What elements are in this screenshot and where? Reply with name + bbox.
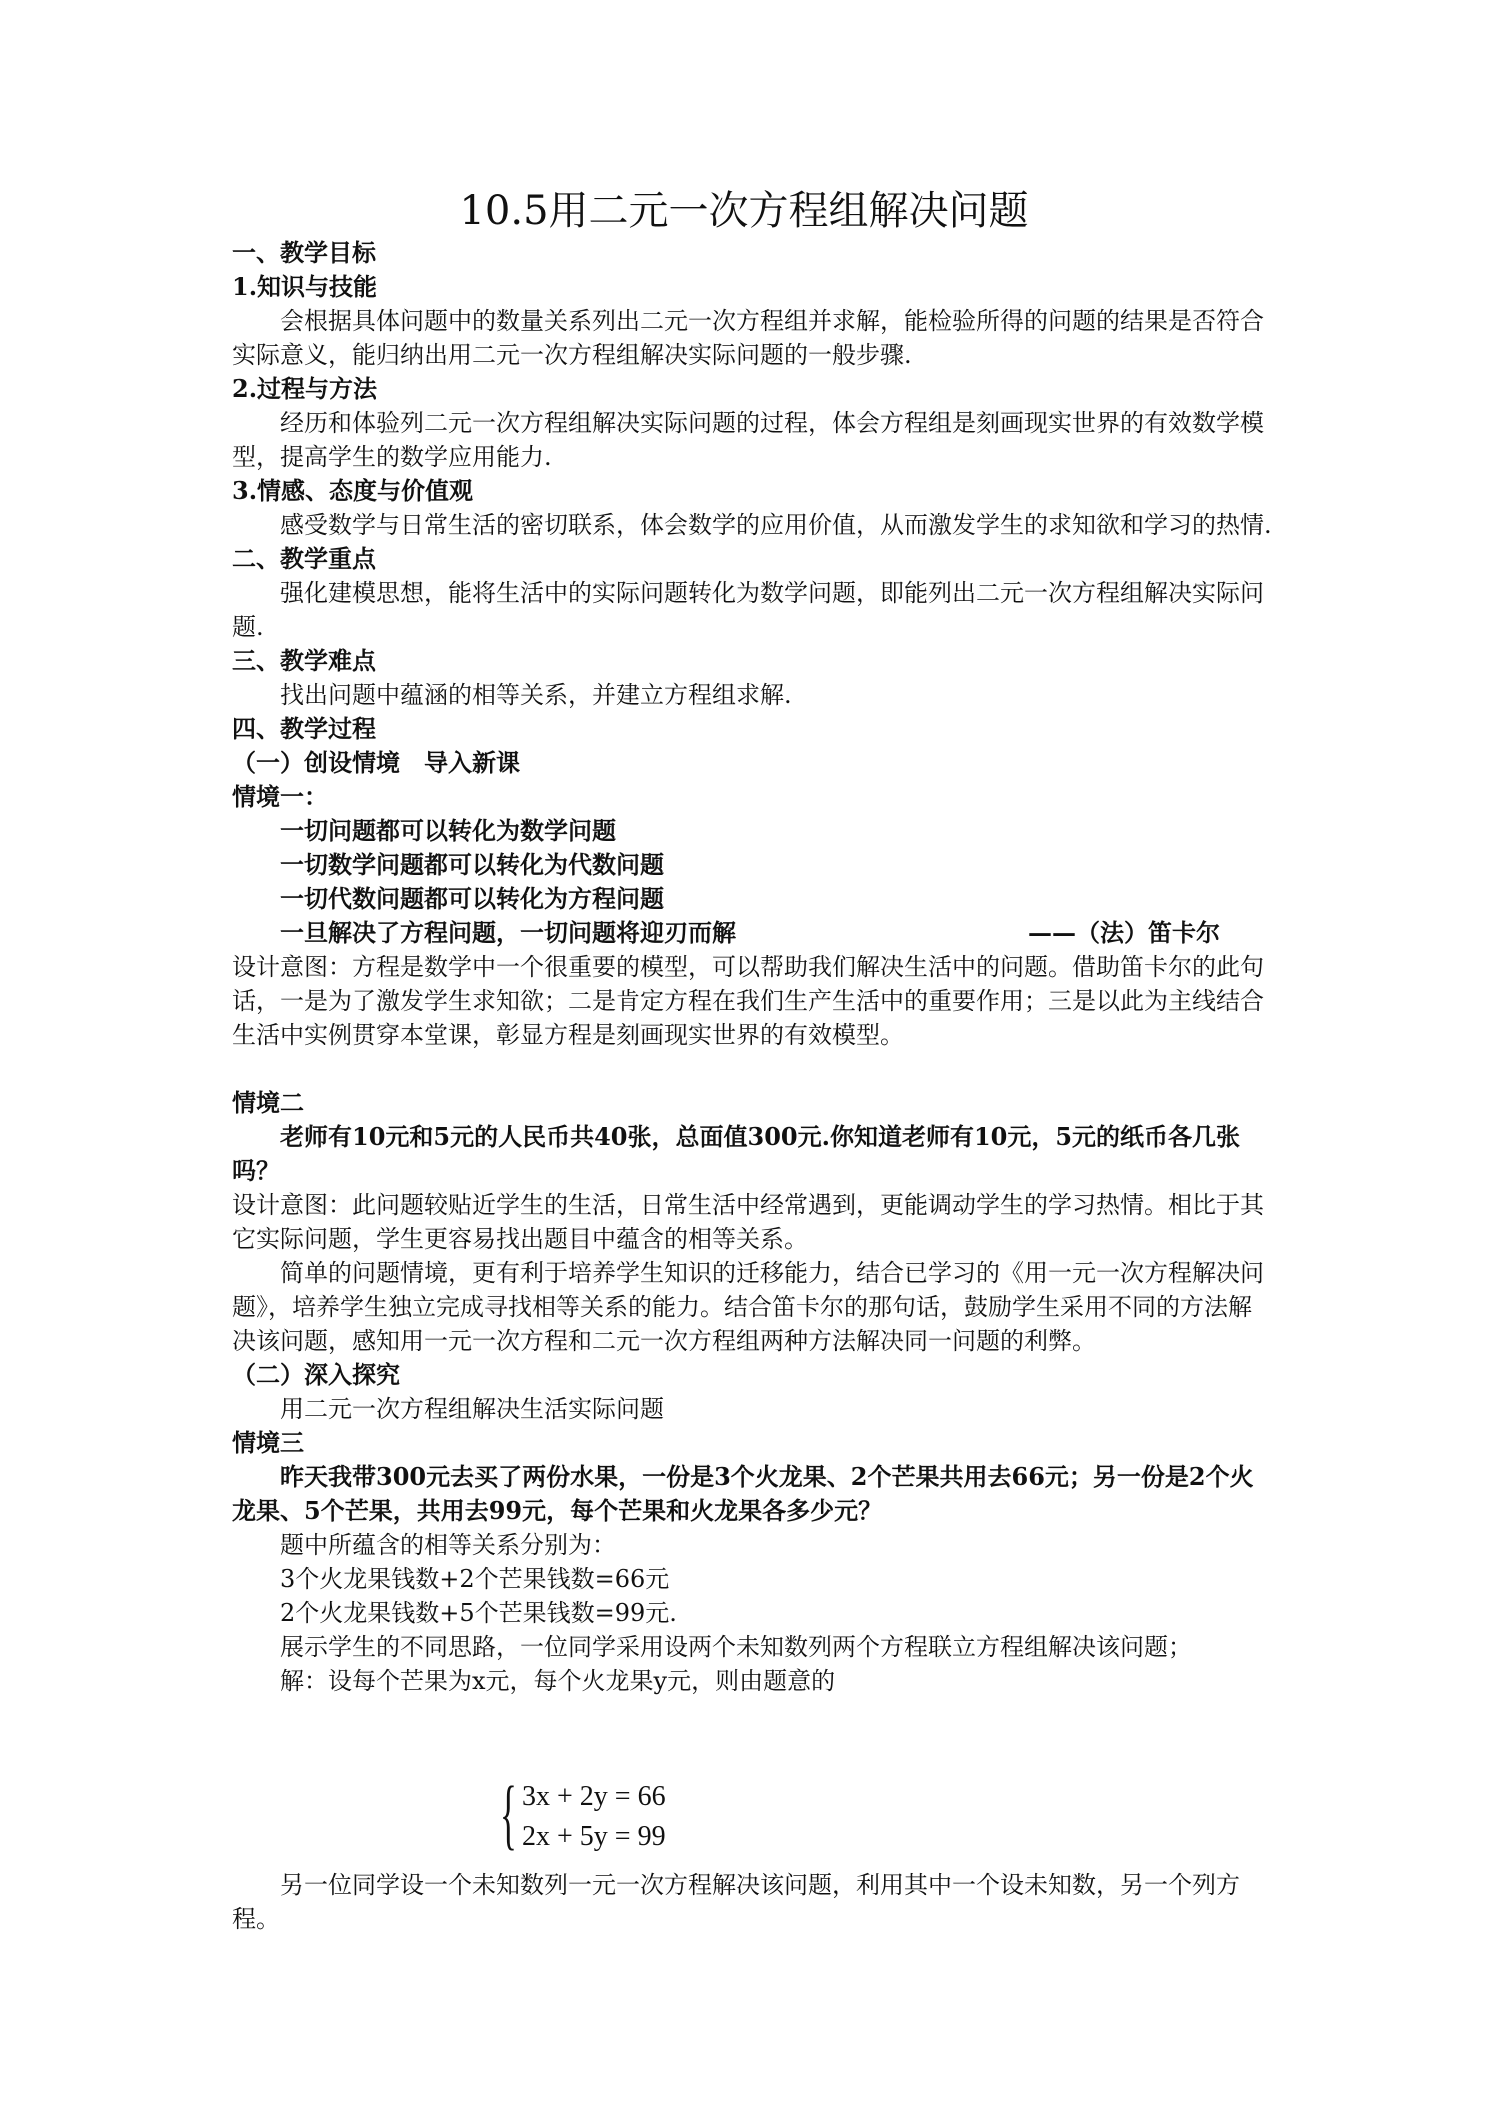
section-heading-difficulties: 三、教学难点 [232, 646, 376, 675]
quote-last-line [232, 916, 1220, 950]
equation-2: 2x + 5y = 99 [522, 1821, 666, 1852]
scene2-problem: 老师有10元和5元的人民币共40张，总面值300元.你知道老师有10元，5元的纸币各几张吗？ [232, 1122, 1241, 1185]
paragraph-emotion: 感受数学与日常生活的密切联系，体会数学的应用价值，从而激发学生的求知欲和学习的热情. [280, 511, 1272, 539]
scene3-problem: 昨天我带300元去买了两份水果，一份是3个火龙果、2个芒果共用去66元；另一份是2个火龙果、5个芒果，共用去99元，每个芒果和火龙果各多少元？ [232, 1462, 1254, 1525]
paragraph-key-points: 强化建模思想，能将生活中的实际问题转化为数学问题，即能列出二元一次方程组解决实际问题. [232, 579, 1264, 641]
subheading-knowledge: 1.知识与技能 [232, 272, 378, 301]
quote-line-3: 一切代数问题都可以转化为方程问题 [280, 884, 664, 913]
relation-2: 2个火龙果钱数+5个芒果钱数=99元. [280, 1599, 677, 1627]
scene2-heading: 情境二 [232, 1088, 304, 1117]
relation-intro: 题中所蕴含的相等关系分别为： [280, 1531, 616, 1559]
section-heading-process: 四、教学过程 [232, 714, 376, 743]
closing-section [232, 1868, 1272, 1936]
quote-last: 一旦解决了方程问题，一切问题将迎刃而解 [280, 918, 736, 947]
design-intent-1: 设计意图：方程是数学中一个很重要的模型，可以帮助我们解决生活中的问题。借助笛卡尔的此句话，一是为了激发学生求知欲；二是肯定方程在我们生产生活中的重要作用；三是以此为主线结合生活中实例贯穿本堂课，彰显方程是刻画现实世界的有效模型。 [232, 953, 1264, 1049]
objectives-section [232, 236, 1272, 1698]
paragraph-difficulties: 找出问题中蕴涵的相等关系，并建立方程组求解. [280, 681, 792, 709]
last-paragraph: 另一位同学设一个未知数列一元一次方程解决该问题，利用其中一个设未知数，另一个列方程。 [232, 1871, 1240, 1933]
blank-line [232, 1052, 1272, 1086]
equation-1: 3x + 2y = 66 [522, 1781, 666, 1812]
design-intent-2: 设计意图：此问题较贴近学生的生活，日常生活中经常遇到，更能调动学生的学习热情。相比于其它实际问题，学生更容易找出题目中蕴含的相等关系。 [232, 1191, 1264, 1253]
scene3-heading: 情境三 [232, 1428, 304, 1457]
section-heading-objectives: 一、教学目标 [232, 238, 376, 267]
subheading-process: 2.过程与方法 [232, 374, 378, 403]
part1-heading: （一）创设情境 导入新课 [232, 748, 520, 777]
subheading-emotion: 3.情感、态度与价值观 [232, 476, 474, 505]
solve-text: 解：设每个芒果为x元，每个火龙果y元，则由题意的 [280, 1667, 836, 1695]
relation-1: 3个火龙果钱数+2个芒果钱数=66元 [280, 1565, 670, 1593]
quote-author: ——（法）笛卡尔 [1028, 918, 1220, 947]
part2-heading: （二）深入探究 [232, 1360, 400, 1389]
design-intent-2-more: 简单的问题情境，更有利于培养学生知识的迁移能力，结合已学习的《用一元一次方程解决问题》，培养学生独立完成寻找相等关系的能力。结合笛卡尔的那句话，鼓励学生采用不同的方法解决该问题，感知用一元一次方程和二元一次方程组两种方法解决同一问题的利弊。 [232, 1259, 1264, 1355]
quote-line-1: 一切问题都可以转化为数学问题 [280, 816, 616, 845]
page-title: 10.5用二元一次方程组解决问题 [459, 188, 1029, 234]
section-heading-key-points: 二、教学重点 [232, 544, 376, 573]
paragraph-knowledge: 会根据具体问题中的数量关系列出二元一次方程组并求解，能检验所得的问题的结果是否符合实际意义，能归纳出用二元一次方程组解决实际问题的一般步骤. [232, 307, 1264, 369]
quote-line-2: 一切数学问题都可以转化为代数问题 [280, 850, 664, 879]
scene1-heading: 情境一： [232, 782, 328, 811]
left-brace: { [500, 1770, 517, 1857]
part2-text: 用二元一次方程组解决生活实际问题 [280, 1395, 664, 1423]
show-text: 展示学生的不同思路，一位同学采用设两个未知数列两个方程联立方程组解决该问题； [280, 1633, 1192, 1661]
paragraph-process: 经历和体验列二元一次方程组解决实际问题的过程，体会方程组是刻画现实世界的有效数学模型，提高学生的数学应用能力. [232, 409, 1264, 471]
equation-system [500, 1770, 800, 1857]
